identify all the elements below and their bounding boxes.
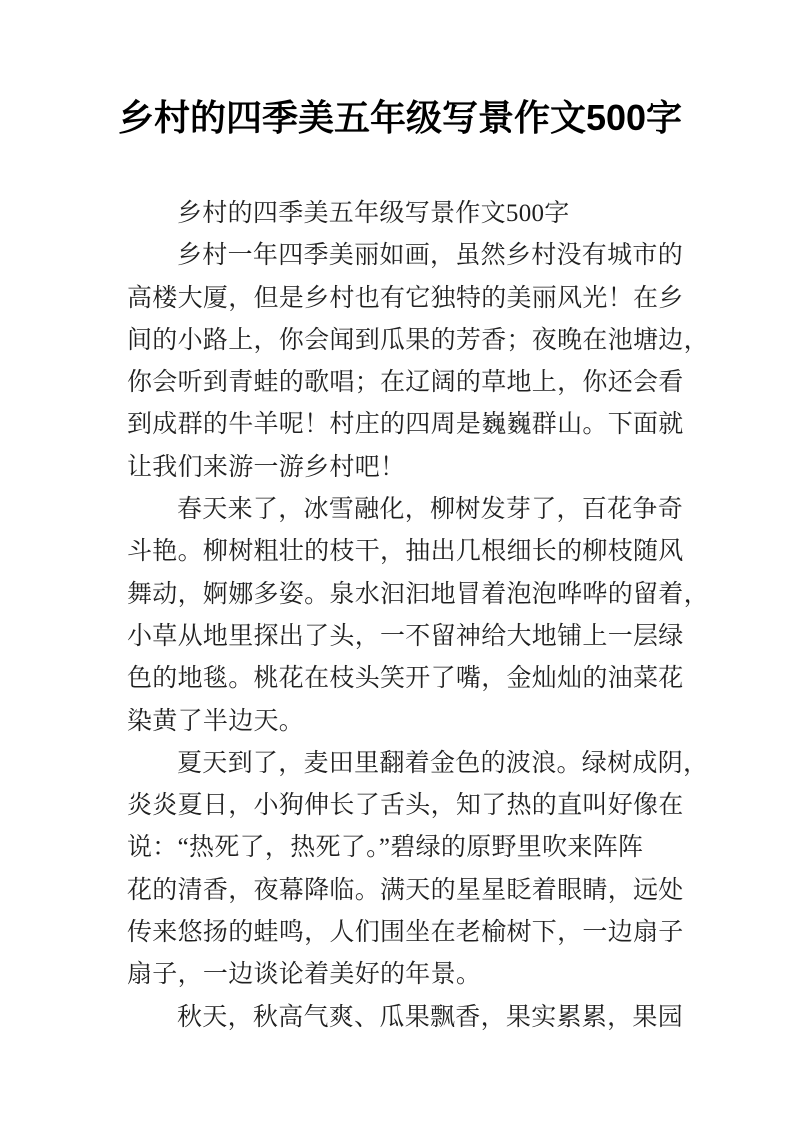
text-line-16: 说：“热死了，热死了。”碧绿的原野里吹来阵阵 xyxy=(127,834,644,862)
text-line-4: 间的小路上，你会闻到瓜果的芳香；夜晚在池塘边， xyxy=(127,326,709,354)
text-line-3: 高楼大厦，但是乡村也有它独特的美丽风光！在乡 xyxy=(127,284,684,312)
text-line-13: 染黄了半边天。 xyxy=(127,707,305,735)
text-line-18: 传来悠扬的蛙鸣，人们围坐在老榆树下，一边扇子 xyxy=(127,919,684,947)
text-line-9: 斗艳。柳树粗壮的枝干，抽出几根细长的柳枝随风 xyxy=(127,538,684,566)
text-line-17: 花的清香，夜幕降临。满天的星星眨着眼睛，远处 xyxy=(127,876,684,904)
text-line-5: 你会听到青蛙的歌唱；在辽阔的草地上，你还会看 xyxy=(127,369,684,397)
text-line-11: 小草从地里探出了头，一不留神给大地铺上一层绿 xyxy=(127,622,684,650)
text-line-10: 舞动，婀娜多姿。泉水汩汩地冒着泡泡哗哗的留着， xyxy=(127,580,709,608)
text-line-1: 乡村的四季美五年级写景作文500字 xyxy=(177,200,570,227)
text-line-15: 炎炎夏日，小狗伸长了舌头，知了热的直叫好像在 xyxy=(127,792,684,820)
text-line-20: 秋天，秋高气爽、瓜果飘香，果实累累，果园 xyxy=(177,1003,684,1031)
document-title: 乡村的四季美五年级写景作文500字 xyxy=(117,97,683,138)
text-line-19: 扇子，一边谈论着美好的年景。 xyxy=(127,961,482,989)
text-line-6: 到成群的牛羊呢！村庄的四周是巍巍群山。下面就 xyxy=(127,411,684,439)
text-line-14: 夏天到了，麦田里翻着金色的波浪。绿树成阴， xyxy=(177,749,709,777)
text-line-8: 春天来了，冰雪融化，柳树发芽了，百花争奇 xyxy=(177,496,684,524)
text-line-7: 让我们来游一游乡村吧！ xyxy=(127,453,406,481)
text-line-2: 乡村一年四季美丽如画，虽然乡村没有城市的 xyxy=(177,242,684,270)
text-line-12: 色的地毯。桃花在枝头笑开了嘴，金灿灿的油菜花 xyxy=(127,665,684,693)
document-body xyxy=(127,193,709,1039)
